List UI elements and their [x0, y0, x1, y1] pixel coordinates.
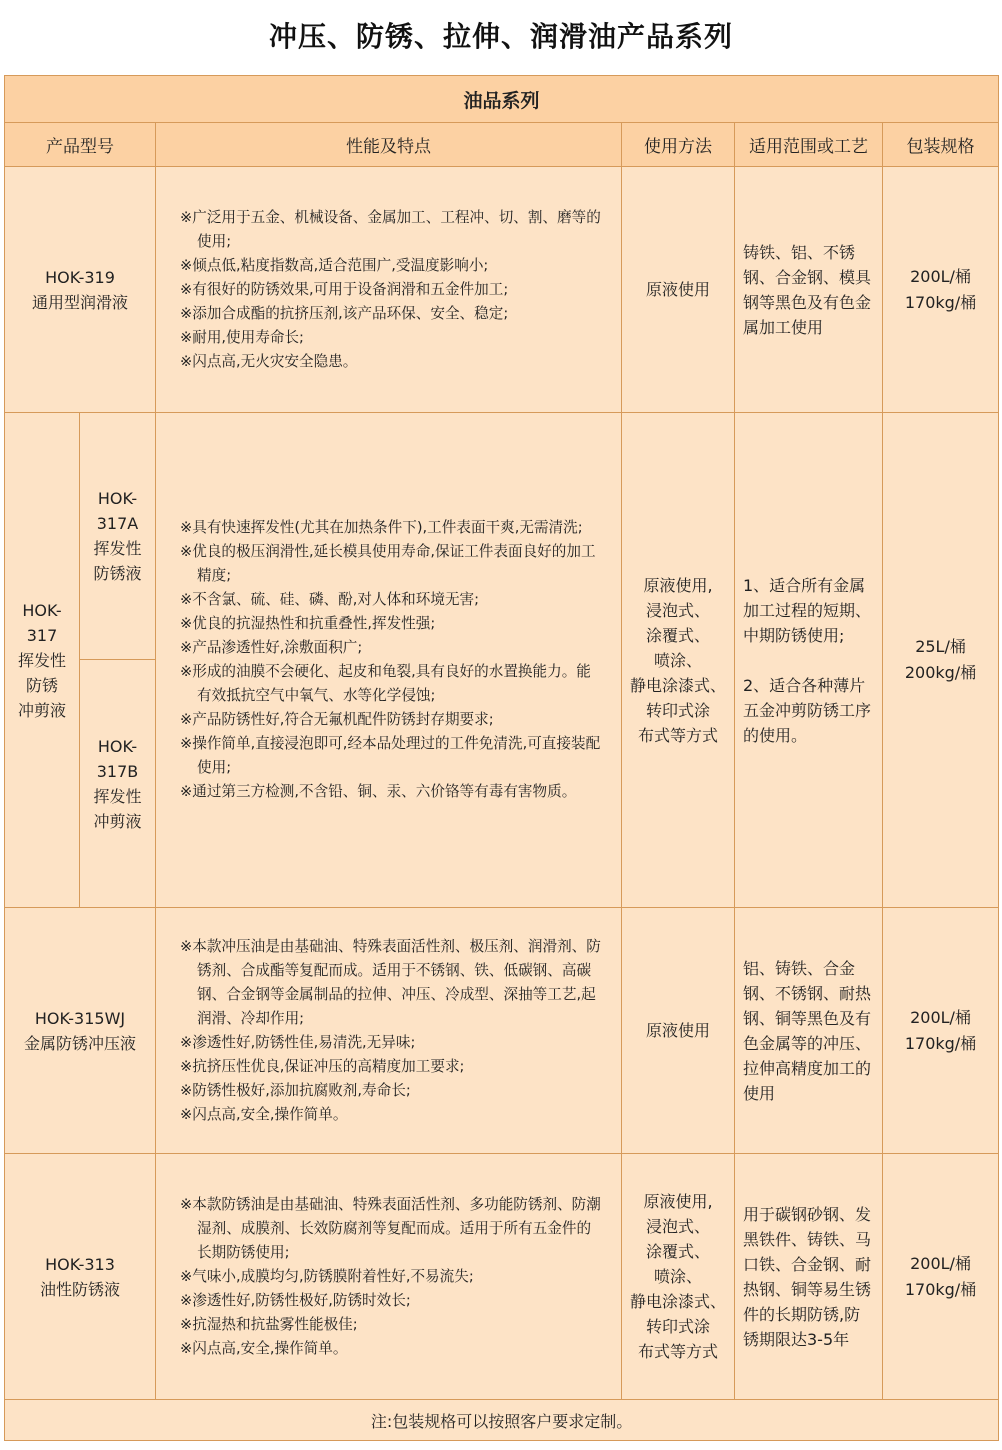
method-line: 布式等方式 — [637, 725, 718, 745]
scope-cell — [735, 167, 883, 413]
scope-line: 2、适合各种薄片五金冲剪防锈工序的使用。 — [743, 675, 872, 745]
col-header-model: 产品型号 — [5, 123, 156, 167]
model-code: HOK-315WJ — [34, 1008, 126, 1028]
sub-model-a-cell — [80, 413, 156, 660]
method-line: 静电涂漆式、 — [629, 675, 726, 695]
feature-line: ※产品防锈性好,符合无氟机配件防锈封存期要求; — [180, 711, 494, 728]
method-line: 喷涂、 — [653, 1267, 702, 1286]
section-title-row — [5, 76, 999, 123]
table-row — [5, 413, 999, 660]
scope-cell — [735, 908, 883, 1154]
sub-model-b-cell — [80, 660, 156, 908]
features-cell — [156, 167, 622, 413]
note-text: 注:包装规格可以按照客户要求定制。 — [5, 1400, 999, 1441]
col-header-scope: 适用范围或工艺 — [735, 123, 883, 167]
package-cell — [883, 167, 999, 413]
feature-line: ※气味小,成膜均匀,防锈膜附着性好,不易流失; — [180, 1267, 474, 1285]
sub-model-line: 挥发性 — [93, 539, 142, 558]
sub-model-line: 冲剪液 — [93, 811, 142, 831]
feature-line: ※本款冲压油是由基础油、特殊表面活性剂、极压剂、润滑剂、防锈剂、合成酯等复配而成。适用于不锈钢、铁、低碳钢、高碳钢、合金钢等金属制品的拉伸、冲压、冷成型、深抽等工艺,起润滑、冷却作用; — [180, 937, 601, 1027]
feature-line: ※防锈性极好,添加抗腐败剂,寿命长; — [180, 1081, 411, 1099]
scope-line: 1、适合所有金属加工过程的短期、中期防锈使用; — [743, 575, 872, 645]
sub-model-line: HOK- — [97, 736, 138, 756]
method-line: 涂覆式、 — [645, 1242, 710, 1261]
method-line: 静电涂漆式、 — [629, 1292, 726, 1311]
table-row — [5, 1154, 999, 1400]
feature-line: ※通过第三方检测,不含铅、铜、汞、六价铬等有毒有害物质。 — [180, 783, 577, 800]
scope-line: 铝、铸铁、合金钢、不锈钢、耐热钢、铜等黑色及有色金属等的冲压、拉伸高精度加工的使用 — [743, 958, 872, 1103]
product-table — [4, 75, 999, 1441]
feature-line: ※闪点高,无火灾安全隐患。 — [180, 352, 358, 370]
feature-line: ※优良的抗湿热性和抗重叠性,挥发性强; — [180, 615, 436, 632]
method-line: 原液使用, — [643, 575, 713, 595]
scope-line: 用于碳钢砂钢、发黑铁件、铸铁、马口铁、合金钢、耐热钢、铜等易生锈件的长期防锈,防锈期限达3-5年 — [743, 1204, 872, 1349]
feature-line: ※耐用,使用寿命长; — [180, 328, 304, 346]
sub-model-line: 317B — [96, 761, 139, 781]
features-cell — [156, 413, 622, 908]
model-group-cell — [5, 413, 80, 908]
feature-line: ※渗透性好,防锈性极好,防锈时效长; — [180, 1291, 411, 1309]
model-group-line: HOK- — [22, 600, 62, 620]
sub-model-line: 防锈液 — [93, 564, 142, 583]
feature-line: ※倾点低,粘度指数高,适合范围广,受温度影响小; — [180, 256, 489, 274]
model-group-line: 挥发性 — [17, 650, 66, 670]
method-line: 原液使用, — [643, 1192, 713, 1211]
model-group-line: 防锈 — [25, 675, 58, 695]
sub-model-line: HOK- — [97, 489, 138, 508]
package-line: 200L/桶 — [910, 1007, 971, 1027]
model-name: 金属防锈冲压液 — [23, 1033, 136, 1053]
section-title: 油品系列 — [5, 76, 999, 123]
model-group-line: 317 — [26, 625, 58, 645]
feature-line: ※操作简单,直接浸泡即可,经本品处理过的工件免清洗,可直接装配使用; — [180, 735, 601, 776]
method-line: 原液使用 — [645, 280, 710, 299]
method-line: 转印式涂 — [645, 700, 710, 720]
feature-line: ※产品渗透性好,涂敷面积广; — [180, 639, 363, 656]
method-line: 浸泡式、 — [645, 600, 710, 620]
note-row — [5, 1400, 999, 1441]
method-line: 原液使用 — [645, 1021, 710, 1040]
feature-line: ※闪点高,安全,操作简单。 — [180, 1339, 348, 1357]
model-code: HOK-319 — [45, 267, 115, 287]
scope-line: 铸铁、铝、不锈钢、合金钢、模具钢等黑色及有色金属加工使用 — [743, 242, 872, 337]
column-header-row — [5, 123, 999, 167]
table-row — [5, 167, 999, 413]
sub-model-line: 317A — [96, 514, 139, 533]
method-line: 涂覆式、 — [645, 625, 710, 645]
feature-line: ※有很好的防锈效果,可用于设备润滑和五金件加工; — [180, 280, 509, 298]
col-header-features: 性能及特点 — [156, 123, 622, 167]
scope-cell — [735, 1154, 883, 1400]
package-cell — [883, 413, 999, 908]
feature-line: ※渗透性好,防锈性佳,易清洗,无异味; — [180, 1033, 416, 1051]
features-cell — [156, 908, 622, 1154]
method-line: 布式等方式 — [637, 1342, 718, 1361]
model-name: 通用型润滑液 — [31, 292, 128, 312]
package-line: 200kg/桶 — [904, 663, 977, 682]
sub-model-line: 挥发性 — [93, 786, 142, 806]
package-line: 25L/桶 — [915, 637, 966, 656]
table-row — [5, 908, 999, 1154]
method-cell — [622, 908, 735, 1154]
feature-line: ※抗湿热和抗盐雾性能极佳; — [180, 1315, 358, 1333]
feature-line: ※广泛用于五金、机械设备、金属加工、工程冲、切、割、磨等的使用; — [180, 208, 601, 250]
col-header-package: 包装规格 — [883, 123, 999, 167]
package-line: 170kg/桶 — [904, 1033, 977, 1053]
package-line: 200L/桶 — [910, 266, 971, 286]
feature-line: ※闪点高,安全,操作简单。 — [180, 1105, 348, 1123]
feature-line: ※形成的油膜不会硬化、起皮和龟裂,具有良好的水置换能力。能有效抵抗空气中氧气、水等化学侵蚀; — [180, 663, 591, 704]
method-line: 喷涂、 — [653, 650, 702, 670]
package-cell — [883, 908, 999, 1154]
method-line: 转印式涂 — [645, 1317, 710, 1336]
model-cell — [5, 167, 156, 413]
package-line: 170kg/桶 — [904, 1279, 977, 1299]
model-cell — [5, 908, 156, 1154]
method-cell — [622, 167, 735, 413]
package-line: 200L/桶 — [910, 1253, 971, 1273]
model-cell — [5, 1154, 156, 1400]
model-code: HOK-313 — [45, 1254, 115, 1274]
feature-line: ※添加合成酯的抗挤压剂,该产品环保、安全、稳定; — [180, 304, 509, 322]
method-cell — [622, 1154, 735, 1400]
page-title: 冲压、防锈、拉伸、润滑油产品系列 — [268, 20, 733, 53]
feature-line: ※抗挤压性优良,保证冲压的高精度加工要求; — [180, 1057, 465, 1075]
model-group-line: 冲剪液 — [17, 700, 66, 720]
model-name: 油性防锈液 — [39, 1279, 120, 1299]
feature-line: ※优良的极压润滑性,延长模具使用寿命,保证工件表面良好的加工精度; — [180, 543, 596, 584]
package-cell — [883, 1154, 999, 1400]
package-line: 170kg/桶 — [904, 292, 977, 312]
method-line: 浸泡式、 — [645, 1217, 710, 1236]
feature-line: ※具有快速挥发性(尤其在加热条件下),工件表面干爽,无需清洗; — [180, 519, 583, 536]
scope-cell — [735, 413, 883, 908]
feature-line: ※本款防锈油是由基础油、特殊表面活性剂、多功能防锈剂、防潮湿剂、成膜剂、长效防腐剂等复配而成。适用于所有五金件的长期防锈使用; — [180, 1195, 601, 1261]
method-cell — [622, 413, 735, 908]
features-cell — [156, 1154, 622, 1400]
feature-line: ※不含氯、硫、硅、磷、酚,对人体和环境无害; — [180, 591, 480, 608]
col-header-method: 使用方法 — [622, 123, 735, 167]
